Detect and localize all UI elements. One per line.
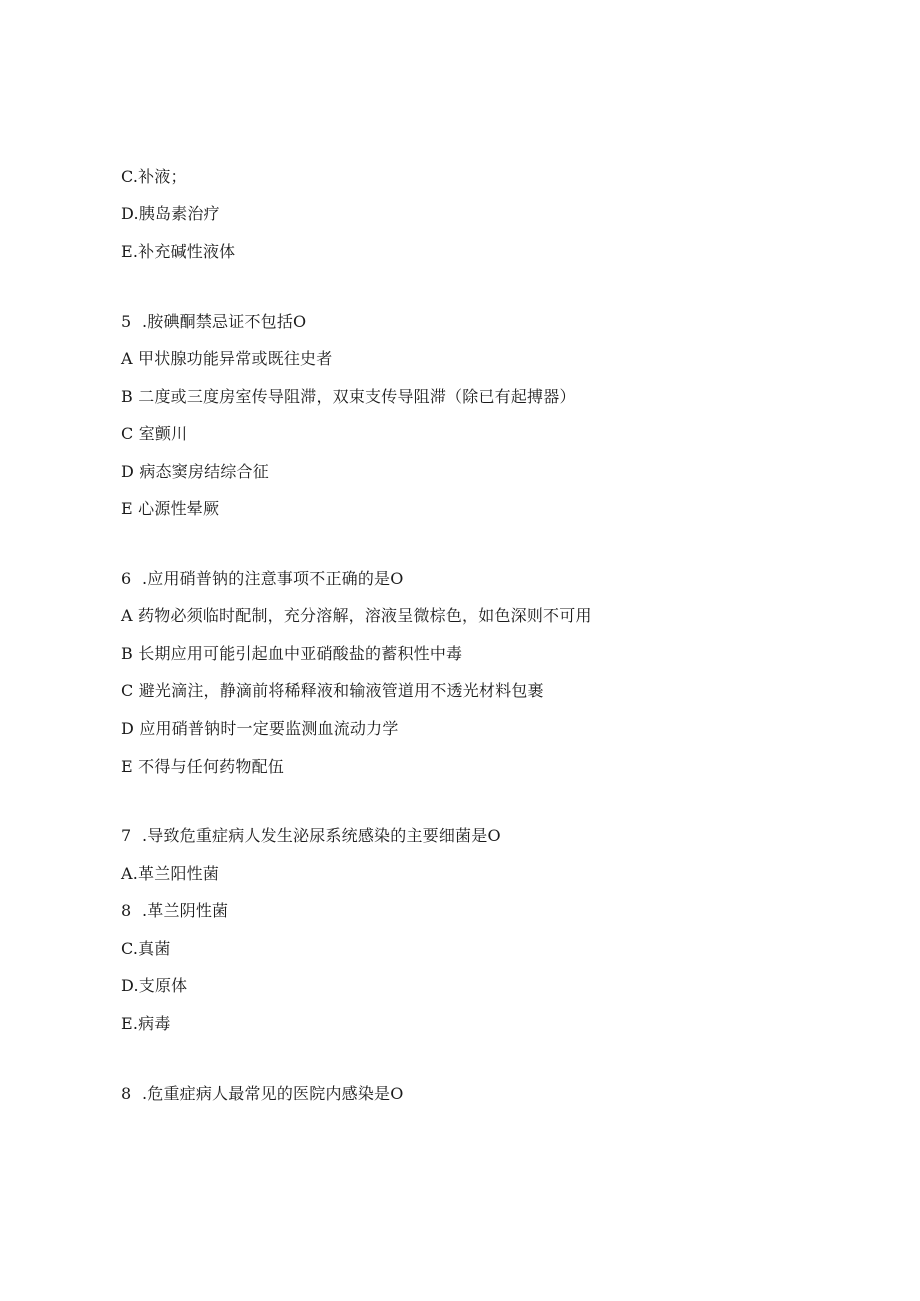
option-d-insulin: D.胰岛素治疗 [121, 204, 220, 223]
q5-option-e: E 心源性晕厥 [121, 499, 220, 518]
q7-option-c: C.真菌 [121, 939, 171, 958]
q5-option-c: C 室颤川 [121, 424, 188, 443]
q7-option-b: 8 .革兰阴性菌 [121, 901, 229, 920]
question-6: 6 .应用硝普钠的注意事项不正确的是O [121, 569, 404, 588]
q5-option-a: A 甲状腺功能异常或既往史者 [121, 349, 333, 368]
q5-option-b: B 二度或三度房室传导阻滞，双束支传导阻滞（除已有起搏器） [121, 387, 576, 406]
q7-option-a: A.革兰阳性菌 [121, 864, 220, 883]
q7-option-e: E.病毒 [121, 1014, 171, 1033]
q6-option-c: C 避光滴注，静滴前将稀释液和输液管道用不透光材料包裹 [121, 681, 544, 700]
q6-option-e: E 不得与任何药物配伍 [121, 757, 284, 776]
question-7: 7 .导致危重症病人发生泌尿系统感染的主要细菌是O [121, 826, 501, 845]
option-e-alkaline: E.补充碱性液体 [121, 242, 236, 261]
question-5: 5 .胺碘酮禁忌证不包括O [121, 312, 307, 331]
question-8: 8 .危重症病人最常见的医院内感染是O [121, 1084, 404, 1103]
q6-option-a: A 药物必须临时配制，充分溶解，溶液呈微棕色，如色深则不可用 [121, 606, 592, 625]
q6-option-b: B 长期应用可能引起血中亚硝酸盐的蓄积性中毒 [121, 644, 463, 663]
q6-option-d: D 应用硝普钠时一定要监测血流动力学 [121, 719, 399, 738]
q5-option-d: D 病态窦房结综合征 [121, 462, 269, 481]
q7-option-d: D.支原体 [121, 976, 188, 995]
option-c-fluid: C.补液； [121, 167, 187, 186]
